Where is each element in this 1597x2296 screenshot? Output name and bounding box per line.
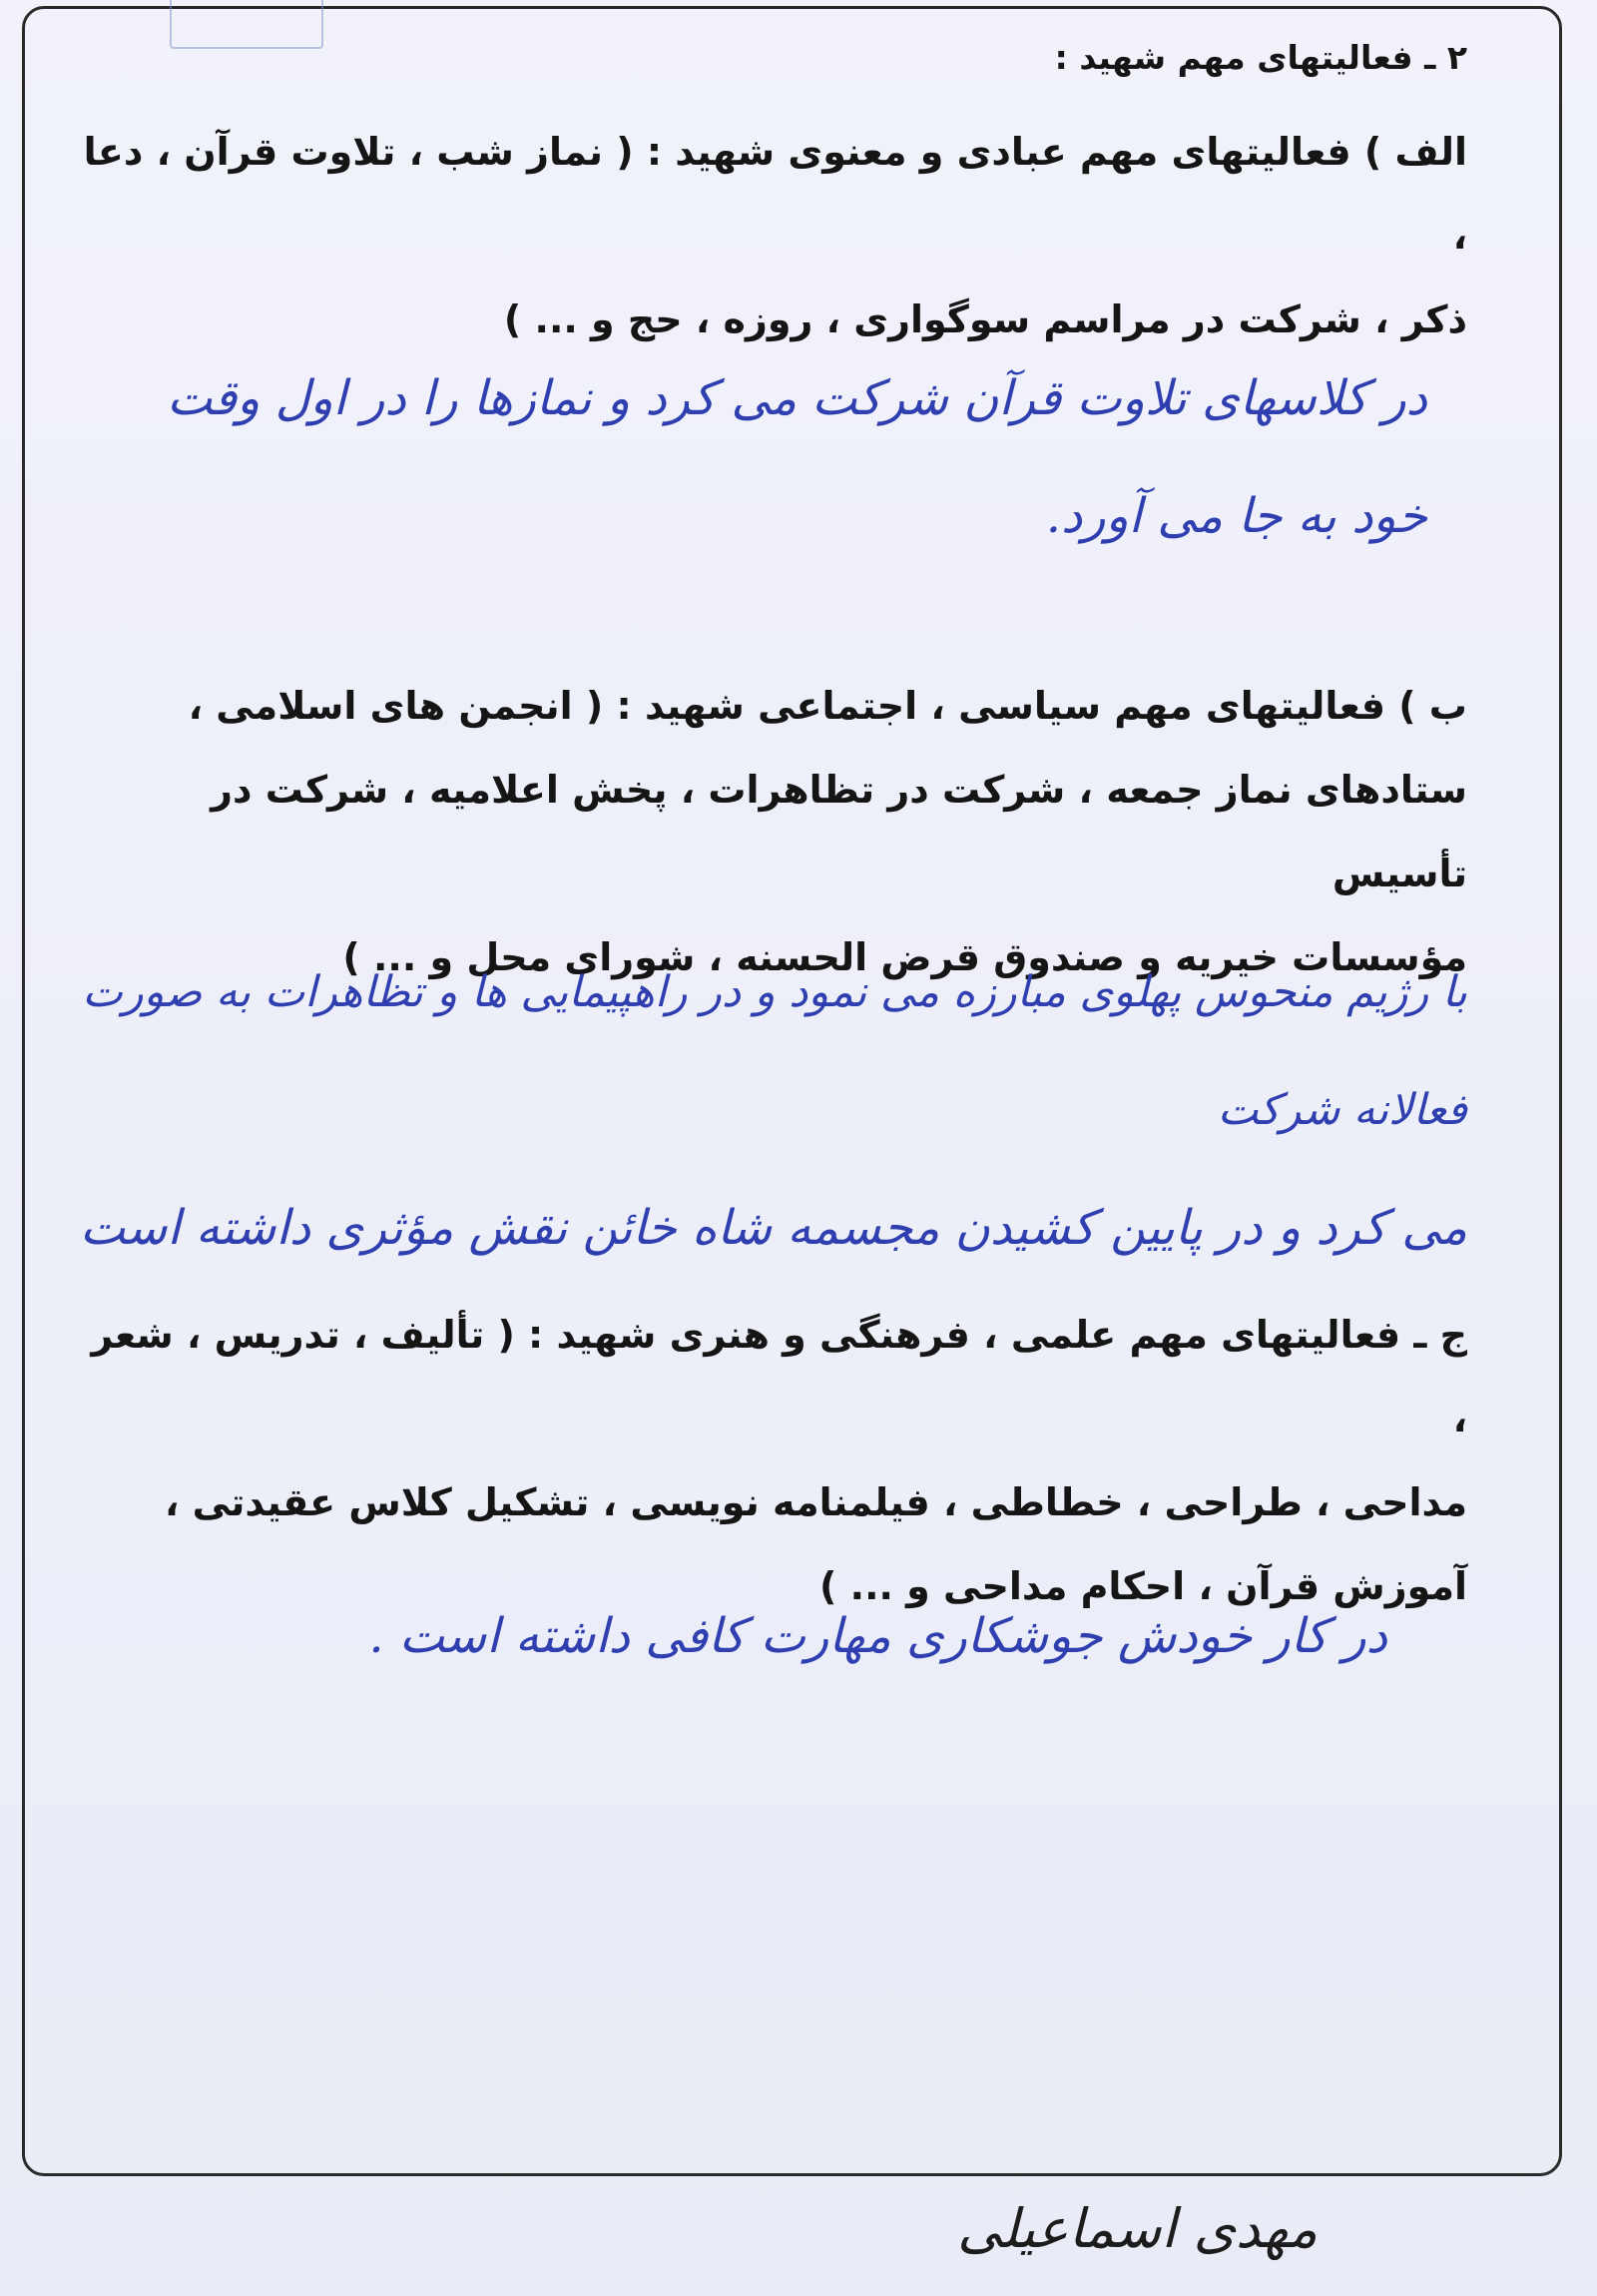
printed-line: ج ـ فعالیتهای مهم علمی ، فرهنگی و هنری شهید : ( تألیف ، تدریس ، شعر ، [91, 1313, 1467, 1440]
section-a-printed [60, 110, 1467, 361]
handwritten-line: در کلاسهای تلاوت قرآن شرکت می کرد و نمازها را در اول وقت [167, 370, 1427, 426]
section-b-handwritten-answer [60, 933, 1467, 1287]
section-c-handwritten-answer [60, 1577, 1467, 1695]
handwritten-line: در کار خودش جوشکاری مهارت کافی داشته است . [368, 1608, 1387, 1664]
handwritten-line: می کرد و در پایین کشیدن مجسمه شاه خائن نقش مؤثری داشته است [79, 1200, 1467, 1256]
printed-line: آموزش قرآن ، احکام مداحی و ... ) [819, 1564, 1467, 1608]
printed-line: مؤسسات خیریه و صندوق قرض الحسنه ، شورای محل و ... ) [342, 935, 1467, 979]
signature: مهدی اسماعیلی [957, 2197, 1318, 2260]
printed-line: مداحی ، طراحی ، خطاطی ، فیلمنامه نویسی ، تشکیل کلاس عقیدتی ، [164, 1480, 1467, 1524]
printed-line: ستادهای نماز جمعه ، شرکت در تظاهرات ، پخش اعلامیه ، شرکت در تأسیس [211, 768, 1467, 895]
section-heading: ۲ ـ فعالیتهای مهم شهید : [1054, 38, 1467, 77]
section-a-handwritten-answer [60, 339, 1467, 575]
handwritten-line: با رژیم منحوس پهلوی مبارزه می نمود و در راهپیمایی ها و تظاهرات به صورت فعالانه شرکت [82, 967, 1467, 1135]
printed-line: ب ) فعالیتهای مهم سیاسی ، اجتماعی شهید : ( انجمن های اسلامی ، [188, 684, 1467, 728]
form-content [60, 20, 1467, 1664]
printed-line: ذکر ، شرکت در مراسم سوگواری ، روزه ، حج و ... ) [503, 297, 1467, 341]
printed-line: الف ) فعالیتهای مهم عبادی و معنوی شهید : ( نماز شب ، تلاوت قرآن ، دعا ، [83, 130, 1467, 258]
handwritten-line: خود به جا می آورد. [1045, 488, 1427, 544]
